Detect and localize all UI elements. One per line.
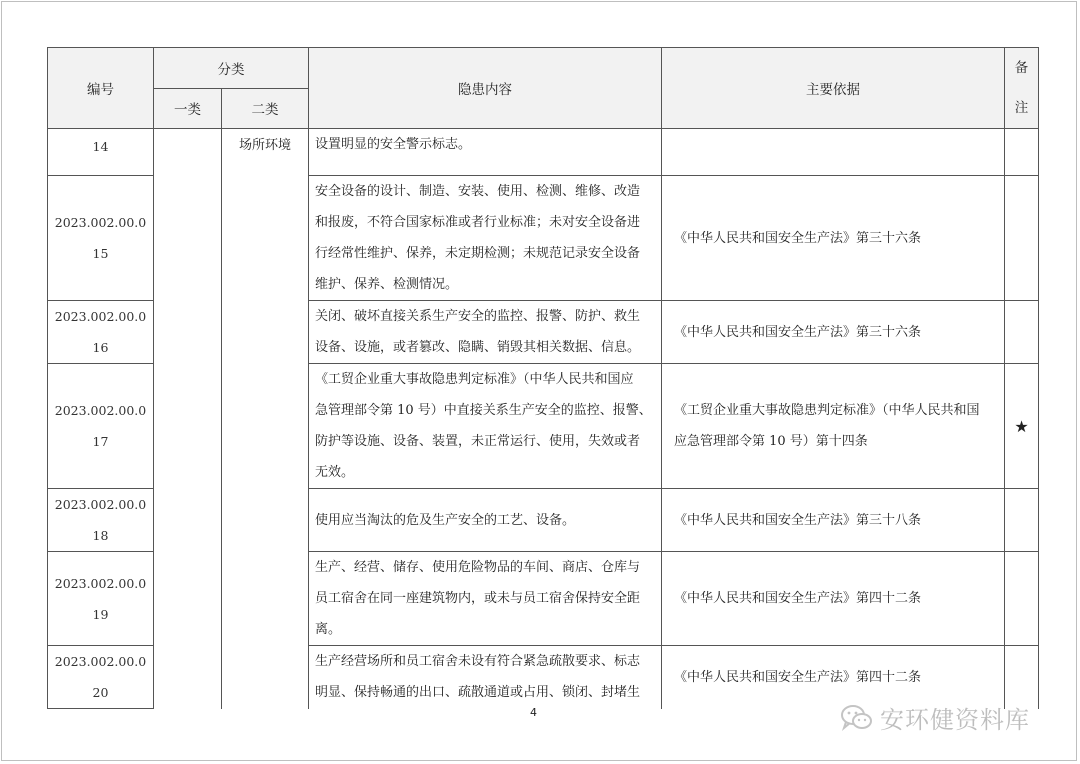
- table-row: [48, 129, 1039, 176]
- watermark-text: 安环健资料库: [880, 706, 1030, 734]
- header-category: 分类: [154, 48, 309, 89]
- class2-cell: 场所环境: [222, 129, 309, 709]
- remark-cell: [1005, 176, 1039, 301]
- class1-cell: [154, 129, 222, 709]
- header-class2: 二类: [222, 88, 309, 129]
- content-cell: 生产经营场所和员工宿舍未设有符合紧急疏散要求、标志 明显、保持畅通的出口、疏散通道或占用、锁闭、封堵生: [309, 646, 662, 709]
- header-number: 编号: [48, 48, 154, 129]
- row-number: 2023.002.00.0 20: [48, 646, 154, 709]
- row-number: 2023.002.00.0 15: [48, 176, 154, 301]
- header-remark: 备 注: [1005, 48, 1039, 129]
- row-number: 2023.002.00.0 17: [48, 364, 154, 489]
- content-cell: 设置明显的安全警示标志。: [309, 129, 662, 176]
- wechat-icon: [840, 704, 874, 732]
- row-number: 2023.002.00.0 18: [48, 489, 154, 552]
- remark-cell: [1005, 301, 1039, 364]
- basis-cell: 《工贸企业重大事故隐患判定标准》（中华人民共和国 应急管理部令第 10 号）第十四条: [662, 364, 1005, 489]
- basis-cell: 《中华人民共和国安全生产法》第三十八条: [662, 489, 1005, 552]
- content-cell: 关闭、破坏直接关系生产安全的监控、报警、防护、救生 设备、设施，或者篡改、隐瞒、销毁其相关数据、信息。: [309, 301, 662, 364]
- row-number: 2023.002.00.0 16: [48, 301, 154, 364]
- row-number: 14: [48, 129, 154, 176]
- star-icon: ★: [1005, 364, 1039, 489]
- basis-cell: 《中华人民共和国安全生产法》第三十六条: [662, 301, 1005, 364]
- content-cell: 使用应当淘汰的危及生产安全的工艺、设备。: [309, 489, 662, 552]
- watermark: [840, 700, 1030, 735]
- basis-cell: 《中华人民共和国安全生产法》第四十二条: [662, 552, 1005, 646]
- remark-cell: [1005, 129, 1039, 176]
- page-number: 4: [530, 706, 537, 719]
- remark-cell: [1005, 552, 1039, 646]
- content-cell: 安全设备的设计、制造、安装、使用、检测、维修、改造 和报废，不符合国家标准或者行业标准；未对安全设备进 行经常性维护、保养，未定期检测；未规范记录安全设备 维护、保养、检测情况。: [309, 176, 662, 301]
- row-number: 2023.002.00.0 19: [48, 552, 154, 646]
- remark-cell: [1005, 489, 1039, 552]
- header-content: 隐患内容: [309, 48, 662, 129]
- basis-cell: [662, 129, 1005, 176]
- hazard-table: [47, 47, 1039, 709]
- header-class1: 一类: [154, 88, 222, 129]
- content-cell: 生产、经营、储存、使用危险物品的车间、商店、仓库与 员工宿舍在同一座建筑物内，或未与员工宿舍保持安全距 离。: [309, 552, 662, 646]
- header-basis: 主要依据: [662, 48, 1005, 129]
- content-cell: 《工贸企业重大事故隐患判定标准》（中华人民共和国应 急管理部令第 10 号）中直接关系生产安全的监控、报警、 防护等设施、设备、装置，未正常运行、使用，失效或者 无效。: [309, 364, 662, 489]
- basis-cell: 《中华人民共和国安全生产法》第四十二条: [662, 646, 1005, 709]
- basis-cell: 《中华人民共和国安全生产法》第三十六条: [662, 176, 1005, 301]
